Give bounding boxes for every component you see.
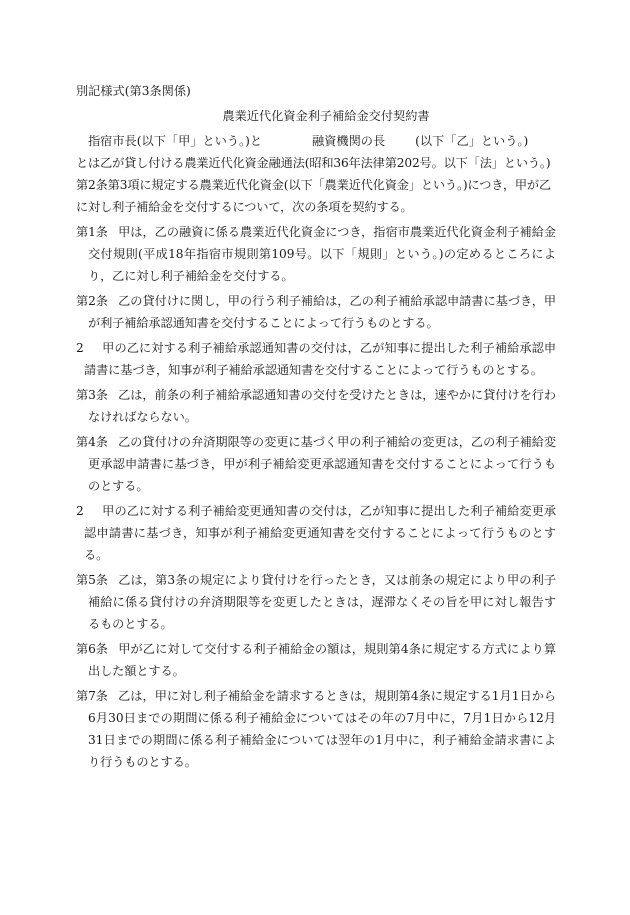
article-number: 第5条 bbox=[76, 573, 108, 587]
article-1 bbox=[76, 221, 556, 287]
article-3 bbox=[76, 384, 556, 428]
article-text: 乙の貸付けの弁済期限等の変更に基づく甲の利子補給の変更は，乙の利子補給変更承認申請書に基づき，甲が利子補給変更承認通知書を交付することによって行うものとする。 bbox=[88, 435, 556, 493]
paragraph-text: 甲の乙に対する利子補給承認通知書の交付は，乙が知事に提出した利子補給承認申請書に基づき，知事が利子補給承認通知書を交付することによって行うものとする。 bbox=[84, 341, 556, 377]
article-6 bbox=[76, 638, 556, 682]
form-label: 別記様式(第3条関係) bbox=[76, 84, 191, 98]
article-number: 第7条 bbox=[76, 689, 108, 703]
document-title: 農業近代化資金利子補給金交付契約書 bbox=[222, 109, 430, 123]
article-text: 甲が乙に対して交付する利子補給金の額は，規則第4条に規定する方式により算出した額とする。 bbox=[88, 642, 556, 678]
article-text: 乙は，甲に対し利子補給金を請求するときは，規則第4条に規定する1月1日から6月30日までの期間に係る利子補給金についてはその年の7月中に，7月1日から12月31日までの期間に係る利子補給金については翌年の1月中に，利子補給金請求書により行うものとする。 bbox=[88, 689, 556, 769]
article-number: 第6条 bbox=[76, 642, 108, 656]
article-number: 第3条 bbox=[76, 388, 108, 402]
preamble-parties bbox=[76, 134, 528, 148]
party-b-alias: (以下「乙」という。) bbox=[415, 134, 529, 148]
article-text: 乙は，前条の利子補給承認通知書の交付を受けたときは，速やかに貸付けを行わなければならない。 bbox=[88, 388, 556, 424]
article-4-paragraph-2 bbox=[76, 500, 556, 566]
paragraph-number: 2 bbox=[76, 504, 84, 518]
document-page bbox=[76, 80, 556, 773]
paragraph-number: 2 bbox=[76, 341, 84, 355]
party-b: 融資機関の長 bbox=[312, 134, 386, 148]
preamble bbox=[76, 130, 556, 218]
article-text: 乙は，第3条の規定により貸付けを行ったとき，又は前条の規定により甲の利子補給に係る貸付けの弁済期限等を変更したときは，遅滞なくその旨を甲に対し報告するものとする。 bbox=[88, 573, 556, 631]
preamble-body: とは乙が貸し付ける農業近代化資金融通法(昭和36年法律第202号。以下「法」という。)第2条第3項に規定する農業近代化資金(以下「農業近代化資金」という。)につき，甲が乙に対し利子補給金を交付するについて，次の条項を契約する。 bbox=[76, 156, 552, 214]
article-number: 第4条 bbox=[76, 435, 108, 449]
paragraph-text: 甲の乙に対する利子補給変更通知書の交付は，乙が知事に提出した利子補給変更承認申請書に基づき，知事が利子補給変更通知書を交付することによって行うものとする。 bbox=[84, 504, 556, 562]
article-text: 甲は，乙の融資に係る農業近代化資金につき，指宿市農業近代化資金利子補給金交付規則(平成18年指宿市規則第109号。以下「規則」という。)の定めるところにより，乙に対し利子補給金を交付する。 bbox=[88, 225, 556, 283]
article-2-paragraph-2 bbox=[76, 337, 556, 381]
article-2 bbox=[76, 290, 556, 334]
party-a: 指宿市長(以下「甲」という。)と bbox=[88, 134, 263, 148]
article-4 bbox=[76, 431, 556, 497]
article-text: 乙の貸付けに関し，甲の行う利子補給は，乙の利子補給承認申請書に基づき，甲が利子補給承認通知書を交付することによって行うものとする。 bbox=[88, 294, 556, 330]
article-number: 第2条 bbox=[76, 294, 108, 308]
article-5 bbox=[76, 569, 556, 635]
article-7 bbox=[76, 685, 556, 773]
article-number: 第1条 bbox=[76, 225, 108, 239]
